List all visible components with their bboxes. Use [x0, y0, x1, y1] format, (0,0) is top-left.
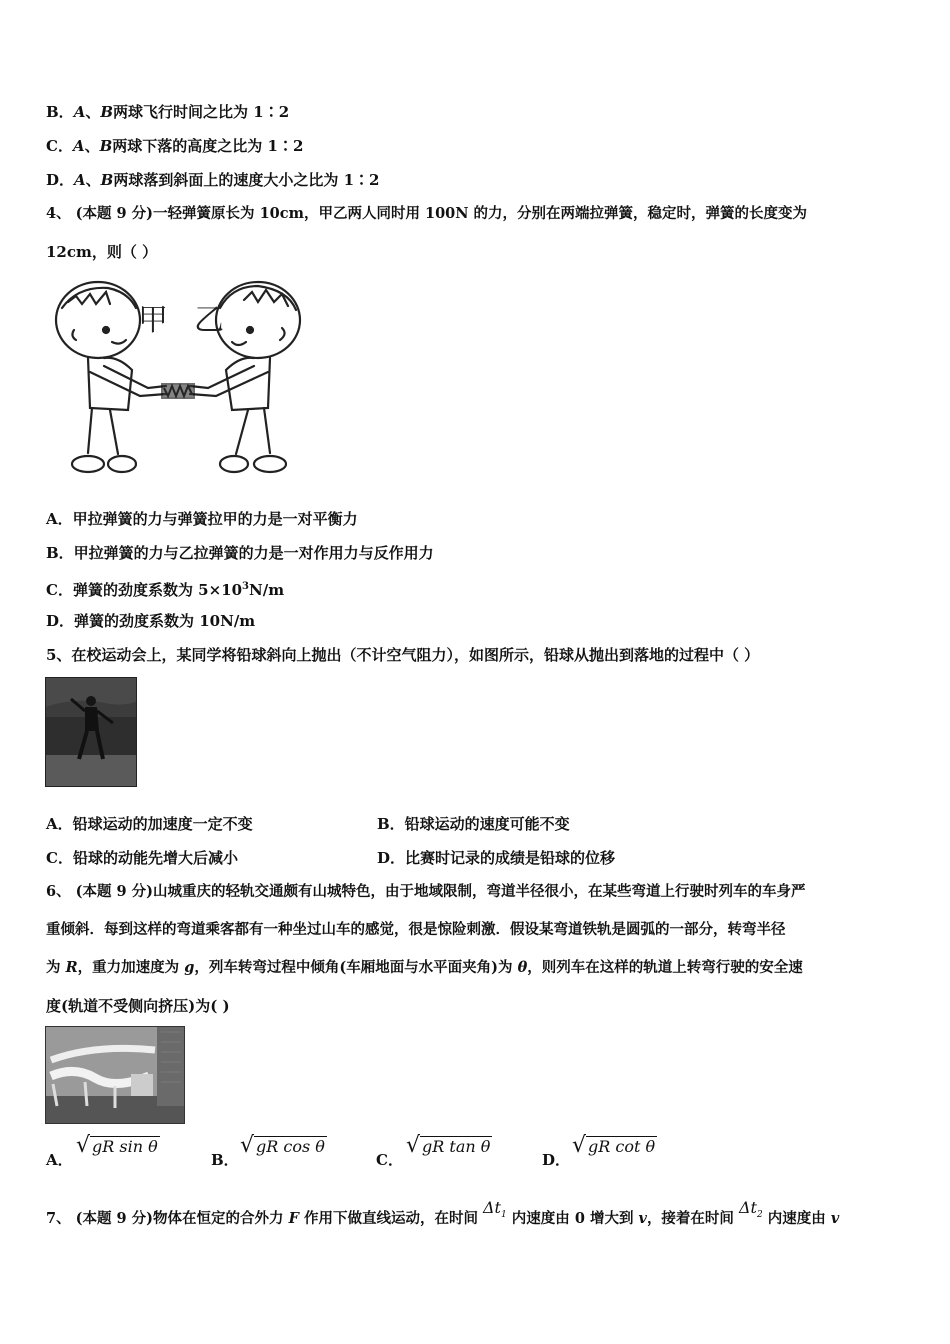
- q4-option-a: A．甲拉弹簧的力与弹簧拉甲的力是一对平衡力: [46, 510, 358, 528]
- q4-option-c: C．弹簧的劲度系数为 $5\times 10^3N/m$: [46, 581, 285, 599]
- sqrt-icon: √: [240, 1133, 255, 1158]
- q6-stem-line1: 6、 (本题 9 分)山城重庆的轻轨交通颇有山城特色，由于地域限制，弯道半径很小，在某些弯道上行驶时列车的车身严: [46, 883, 806, 900]
- q6-figure-monorail-photo: [45, 1026, 185, 1124]
- q6-option-c: C．: [376, 1151, 403, 1169]
- q6-option-b-expr: √ gR cos θ: [240, 1133, 325, 1158]
- monorail-curve-photo: [45, 1026, 185, 1124]
- q4-option-d: D．弹簧的劲度系数为 10N/m: [46, 612, 256, 630]
- q4-option-b: B．甲拉弹簧的力与乙拉弹簧的力是一对作用力与反作用力: [46, 544, 434, 562]
- q5-stem: 5、在校运动会上，某同学将铅球斜向上抛出（不计空气阻力），如图所示，铅球从抛出到落地的过程中（ ）: [46, 646, 760, 664]
- q6-option-d-expr: √ gR cot θ: [572, 1133, 656, 1158]
- q4-figure-spring-pull: [48, 278, 310, 484]
- q4-stem-line1: 4、 (本题 9 分)一轻弹簧原长为 10cm，甲乙两人同时用 100N 的力，分别在两端拉弹簧，稳定时，弹簧的长度变为: [46, 205, 808, 222]
- q5-option-b: B．铅球运动的速度可能不变: [377, 815, 570, 833]
- q6-stem-line4: 度(轨道不受侧向挤压)为( ): [46, 997, 230, 1015]
- sqrt-icon: √: [406, 1133, 421, 1158]
- q3-option-c: C．A、B两球下落的高度之比为 1∶2: [46, 137, 304, 155]
- q3-option-d: D．A、B两球落到斜面上的速度大小之比为 1∶2: [46, 171, 380, 189]
- label-jia: 甲: [138, 303, 168, 338]
- sqrt-icon: √: [572, 1133, 587, 1158]
- q6-option-b: B．: [211, 1151, 239, 1169]
- q5-figure-shot-put-photo: [45, 677, 137, 787]
- shot-put-athlete-photo: [45, 677, 137, 787]
- q6-option-c-expr: √ gR tan θ: [406, 1133, 491, 1158]
- q7-stem: 7、 (本题 9 分)物体在恒定的合外力 F 作用下做直线运动，在时间 $\Delta t_1$ 内速度由 0 增大到 v，接着在时间 $\Delta t_2$ 内速度由 v: [46, 1198, 840, 1227]
- q6-option-d: D．: [542, 1151, 571, 1169]
- q6-stem-line3: 为 R，重力加速度为 g，列车转弯过程中倾角(车厢地面与水平面夹角)为 θ，则列车在这样的轨道上转弯行驶的安全速: [46, 959, 803, 976]
- boys-pulling-spring-illustration: [48, 278, 310, 484]
- spring-icon: [162, 384, 194, 398]
- q5-option-c: C．铅球的动能先增大后减小: [46, 849, 238, 867]
- label-yi: 乙: [194, 303, 224, 338]
- q6-option-a: A．: [46, 1151, 73, 1169]
- q6-stem-line2: 重倾斜．每到这样的弯道乘客都有一种坐过山车的感觉，很是惊险刺激．假设某弯道铁轨是圆弧的一部分，转弯半径: [46, 921, 786, 938]
- q4-stem-line2: 12cm，则（ ）: [46, 243, 158, 261]
- q5-option-a: A．铅球运动的加速度一定不变: [46, 815, 253, 833]
- sqrt-icon: √: [76, 1133, 91, 1158]
- q6-option-a-expr: √ gR sin θ: [76, 1133, 158, 1158]
- q5-option-d: D．比赛时记录的成绩是铅球的位移: [377, 849, 616, 867]
- q3-option-b: B．A、B两球飞行时间之比为 1∶2: [46, 103, 290, 121]
